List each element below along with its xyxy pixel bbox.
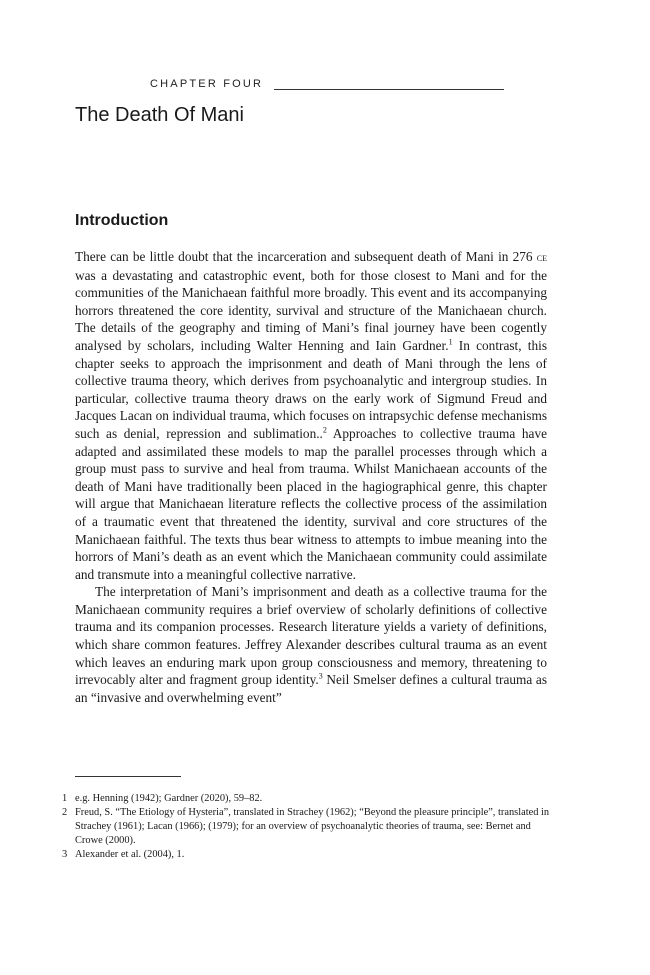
paragraph-2-part-b: Neil Smelser defines a cultural trauma as an “invasive and overwhelming event” [75,672,548,705]
footnote-1 [62,792,552,806]
paragraph-1-part-a: There can be little doubt that the incarceration and subsequent death of Mani in 276 [75,249,537,264]
footnote-3 [62,848,552,862]
footnote-text: Freud, S. “The Etiology of Hysteria”, translated in Strachey (1962); “Beyond the pleasure principle”, translated in Strachey (1961); Lacan (1966); (1979); for an overview of psychoanalytic theories of trauma, see: Bernet and Crowe (2000). [75,807,550,846]
paragraph-1-part-d: Approaches to collective trauma have adapted and assimilated these models to map the parallel processes through which a group must pass to survive and heal from trauma. Whilst Manichaean accounts of the death of Mani have traditionally been placed in the hagiographical genre, this chapter will argue that Manichaean literature reflects the collective process of the assimilation of a traumatic event that threatened the identity, survival and core structures of the Manichaean faithful. The texts thus bear witness to attempts to imbue meaning into the horrors of Mani’s death as an event which the Manichaean community could assimilate and transmute into a meaningful collective narrative. [75,425,548,582]
footnote-number: 1 [62,793,68,804]
paragraph-2 [75,583,547,706]
chapter-title: The Death Of Mani [75,104,244,126]
paragraph-1-part-c: In contrast, this chapter seeks to approach the imprisonment and death of Mani through the lens of collective trauma theory, which derives from psychoanalytic and intergroup studies. In particular, collective trauma theory draws on the early work of Sigmund Freud and Jacques Lacan on individual trauma, which focuses on intrapsychic defense mechanisms such as denial, repression and sublimation.. [75,337,547,441]
paragraph-1 [75,248,547,583]
footnote-ref-1[interactable]: 1 [448,337,453,347]
footnote-ref-3[interactable]: 3 [318,671,323,681]
section-heading: Introduction [75,212,169,229]
paragraph-1-part-b: was a devastating and catastrophic event, both for those closest to Mani and for the communities of the Manichaean faithful more broadly. This event and its accompanying horrors threatened the core identity, survival and structure of the Manichaean church. The details of the geography and timing of Mani’s final journey have been cogently analysed by scholars, including Walter Henning and Iain Gardner. [75,267,547,353]
body-text [75,248,547,706]
footnote-number: 2 [62,807,68,818]
era-abbreviation: ce [536,250,547,264]
footnote-text: e.g. Henning (1942); Gardner (2020), 59–82. [75,793,263,804]
chapter-label: CHAPTER FOUR [150,78,264,90]
footnote-rule [75,776,181,777]
footnote-text: Alexander et al. (2004), 1. [75,849,185,860]
chapter-rule [274,89,504,90]
paragraph-2-part-a: The interpretation of Mani’s imprisonment and death as a collective trauma for the Manichaean community requires a brief overview of scholarly definitions of collective trauma and its companion processes. Research literature yields a variety of definitions, which share common features. Jeffrey Alexander describes cultural trauma as an event which leaves an enduring mark upon group consciousness and memory, threatening to irrevocably alter and fragment group identity. [75,584,547,688]
footnote-number: 3 [62,849,68,860]
footnotes [62,792,552,862]
footnote-ref-2[interactable]: 2 [322,425,327,435]
footnote-2 [62,806,552,848]
